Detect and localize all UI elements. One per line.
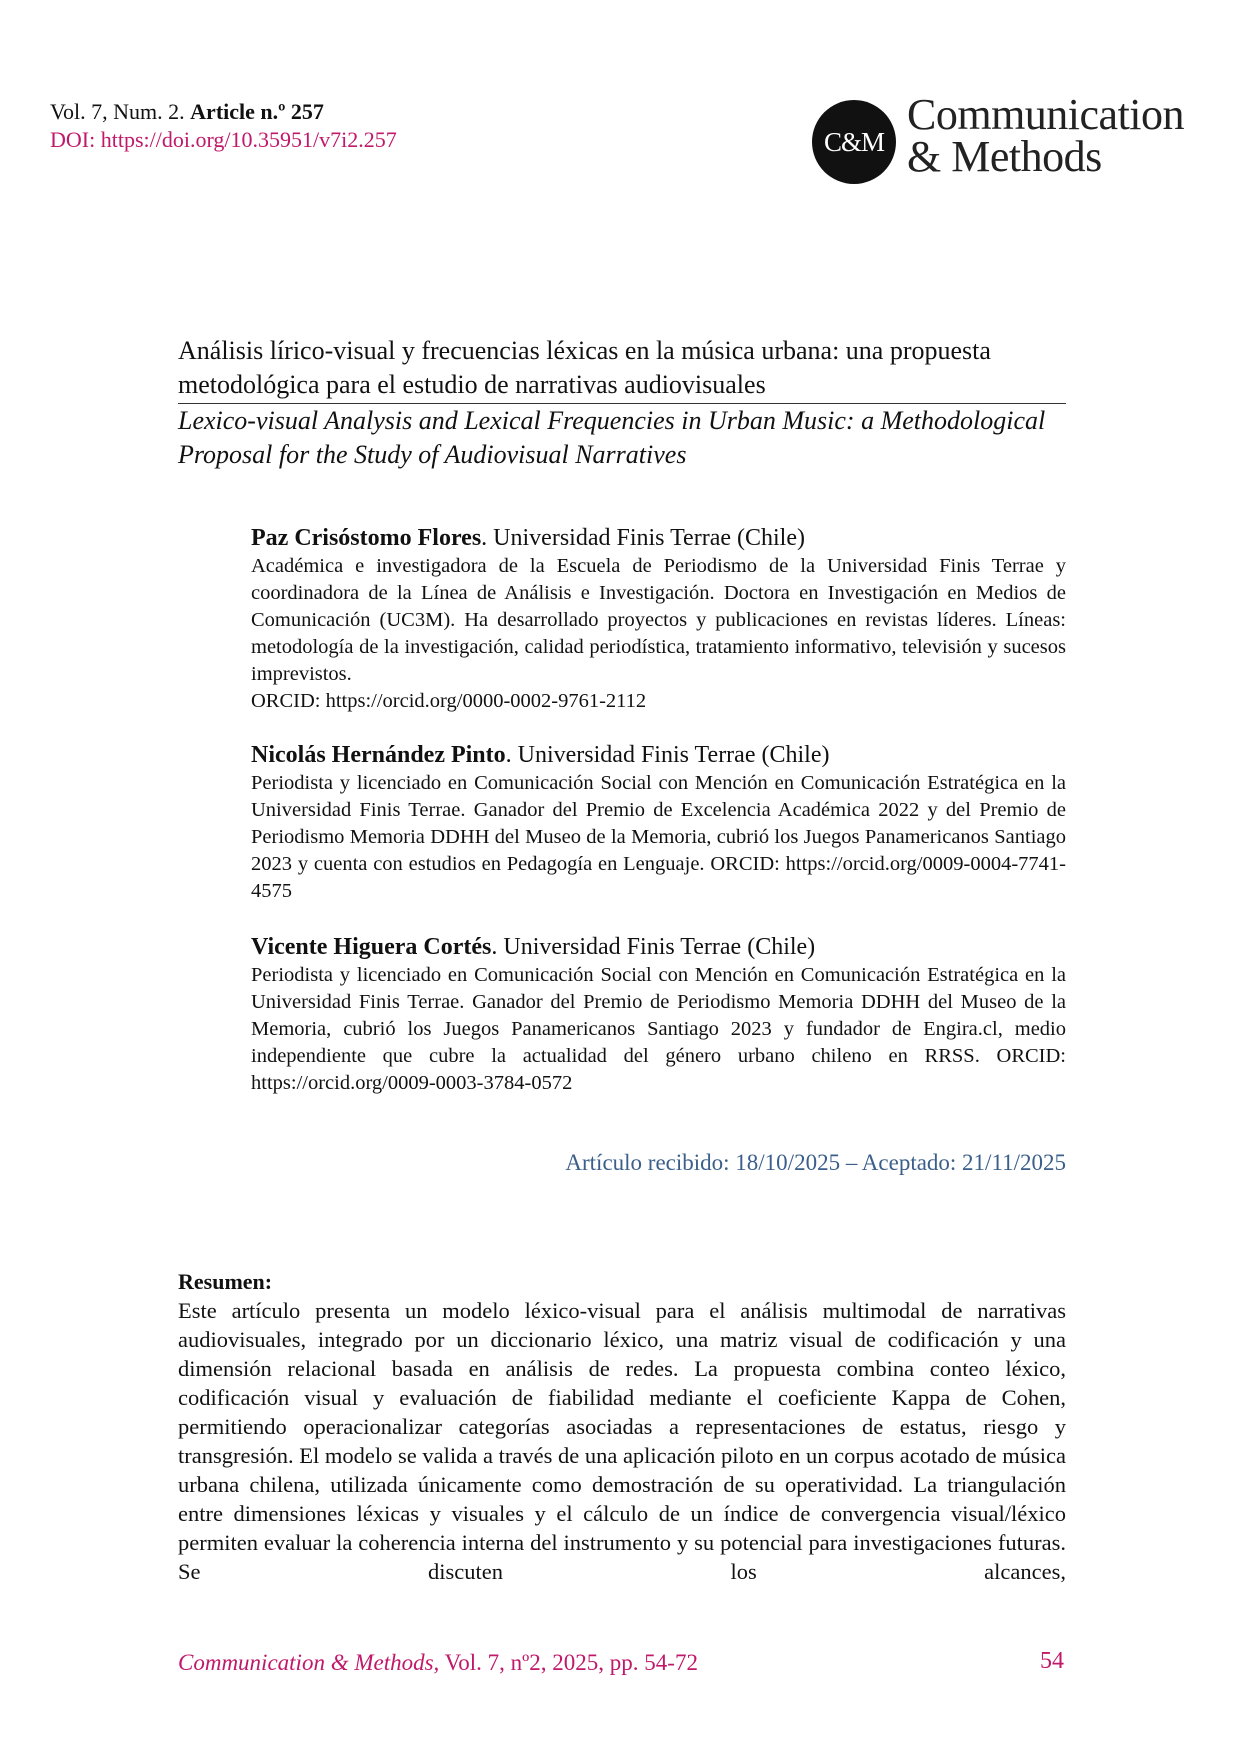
article-number: Article n.º 257: [190, 99, 324, 124]
author-affiliation: . Universidad Finis Terrae (Chile): [481, 525, 805, 551]
author-name: Paz Crisóstomo Flores: [251, 525, 482, 551]
author-name: Nicolás Hernández Pinto: [251, 742, 506, 768]
author-affiliation: . Universidad Finis Terrae (Chile): [505, 742, 830, 768]
footer-volume: Vol. 7, nº2, 2025, pp. 54-72: [439, 1650, 698, 1675]
footer-citation: [178, 1650, 698, 1676]
title-spanish: Análisis lírico-visual y frecuencias léxicas en la música urbana: una propuesta metodológica para el estudio de narrativas audiovisuales: [178, 334, 1066, 404]
author-heading: [251, 523, 1066, 553]
volume-text: Vol. 7, Num. 2.: [50, 99, 191, 124]
logo-wordmark: [907, 90, 1185, 181]
doi-link[interactable]: DOI: https://doi.org/10.35951/v7i2.257: [50, 127, 397, 152]
logo-badge: C&M: [812, 100, 896, 184]
title-english: Lexico-visual Analysis and Lexical Frequencies in Urban Music: a Methodological Proposal for the Study of Audiovisual Narratives: [178, 406, 1046, 469]
volume-line: [50, 98, 397, 126]
abstract-text: Este artículo presenta un modelo léxico-visual para el análisis multimodal de narrativas audiovisuales, integrado por un diccionario léxico, una matriz visual de codificación y una dimensión relacional basada en análisis de redes. La propuesta combina conteo léxico, codificación visual y evaluación de fiabilidad mediante el coeficiente Kappa de Cohen, permitiendo operacionalizar categorías asociadas a representaciones de estatus, riesgo y transgresión. El modelo se valida a través de una aplicación piloto en un corpus acotado de música urbana chilena, utilizada únicamente como demostración de su operatividad. La triangulación entre dimensiones léxicas y visuales y el cálculo de un índice de convergencia visual/léxico permiten evaluar la coherencia interna del instrumento y su potencial para investigaciones futuras. Se discuten los alcances,: [178, 1298, 1066, 1584]
footer-journal: Communication & Methods,: [178, 1650, 440, 1675]
journal-logo: [812, 90, 1212, 184]
author-heading: [251, 932, 1066, 962]
author-bio: Periodista y licenciado en Comunicación Social con Mención en Comunicación Estratégica en la Universidad Finis Terrae. Ganador del Premio de Periodismo Memoria DDHH del Museo de la Memoria, cubrió los Juegos Panamericanos Santiago 2023 y fundador de Engira.cl, medio independiente que cubre la actualidad del género urbano chileno en RRSS. ORCID: https://orcid.org/0009-0003-3784-0572: [251, 964, 1066, 1094]
author-block: [251, 523, 1066, 715]
logo-line-2: & Methods: [907, 132, 1102, 181]
article-header: [50, 98, 397, 154]
author-block: [251, 740, 1066, 905]
logo-line-1: Communication: [907, 90, 1185, 139]
received-accepted-dates: Artículo recibido: 18/10/2025 – Aceptado: 21/11/2025: [565, 1150, 1066, 1175]
author-affiliation: . Universidad Finis Terrae (Chile): [491, 934, 816, 960]
author-orcid[interactable]: ORCID: https://orcid.org/0000-0002-9761-2112: [251, 690, 647, 712]
page-number: 54: [1040, 1648, 1064, 1674]
author-bio: Periodista y licenciado en Comunicación Social con Mención en Comunicación Estratégica en la Universidad Finis Terrae. Ganador del Premio de Excelencia Académica 2022 y del Premio de Periodismo Memoria DDHH del Museo de la Memoria, cubrió los Juegos Panamericanos Santiago 2023 y cuenta con estudios en Pedagogía en Lenguaje. ORCID: https://orcid.org/0009-0004-7741-4575: [251, 772, 1066, 902]
author-name: Vicente Higuera Cortés: [251, 934, 492, 960]
author-heading: [251, 740, 1066, 770]
author-block: [251, 932, 1066, 1097]
abstract-label: Resumen:: [178, 1269, 273, 1294]
author-bio: Académica e investigadora de la Escuela de Periodismo de la Universidad Finis Terrae y coordinadora de la Línea de Análisis e Investigación. Doctora en Investigación en Medios de Comunicación (UC3M). Ha desarrollado proyectos y publicaciones en revistas líderes. Líneas: metodología de la investigación, calidad periodística, tratamiento informativo, televisión y sucesos imprevistos.: [251, 555, 1066, 685]
abstract-section: [178, 1268, 1066, 1586]
